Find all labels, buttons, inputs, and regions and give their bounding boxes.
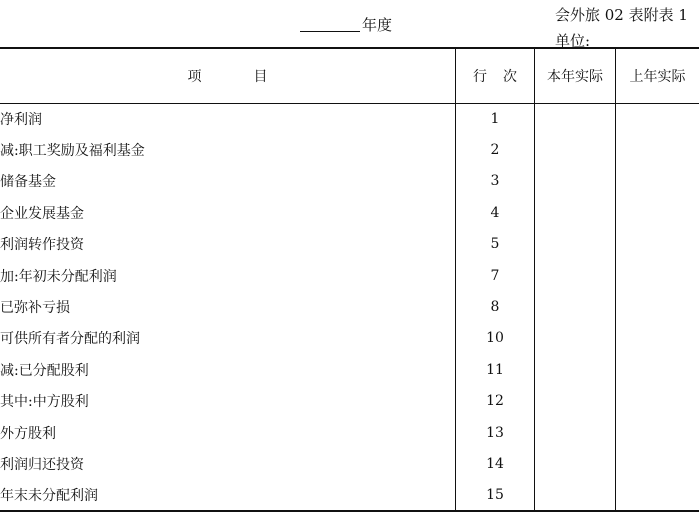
row-number: 14 [456,448,535,479]
table-header-row [0,48,699,103]
previous-year-cell[interactable] [616,354,700,385]
previous-year-cell[interactable] [616,103,700,134]
current-year-cell[interactable] [535,386,616,417]
previous-year-cell[interactable] [616,386,700,417]
previous-year-cell[interactable] [616,448,700,479]
table-row [0,417,699,448]
table-row [0,323,699,354]
row-number: 10 [456,323,535,354]
row-item: 外方股利 [0,425,56,442]
col-header-row-a: 行 [473,68,487,85]
col-header-item-b: 目 [253,68,268,85]
previous-year-cell[interactable] [616,480,700,511]
form-code: 会外旅 02 表附表 1 [555,6,688,24]
table-row [0,166,699,197]
table-row [0,260,699,291]
current-year-cell[interactable] [535,354,616,385]
row-item: 加:年初未分配利润 [0,268,117,285]
current-year-cell[interactable] [535,229,616,260]
previous-year-cell[interactable] [616,291,700,322]
previous-year-cell[interactable] [616,197,700,228]
unit-label: 单位: [555,32,591,50]
row-number: 4 [456,197,535,228]
current-year-cell[interactable] [535,291,616,322]
row-item: 年末未分配利润 [0,480,456,511]
table-row [0,480,699,511]
table-row [0,354,699,385]
col-header-row-no [456,48,535,103]
row-item: 企业发展基金 [0,205,84,222]
previous-year-cell[interactable] [616,417,700,448]
row-item: 利润归还投资 [0,456,84,473]
row-item: 其中:中方股利 [0,394,89,411]
row-item: 储备基金 [0,174,56,191]
table-row [0,291,699,322]
previous-year-cell[interactable] [616,134,700,165]
previous-year-cell[interactable] [616,323,700,354]
row-number: 7 [456,260,535,291]
row-number: 2 [456,134,535,165]
row-item: 可供所有者分配的利润 [0,331,140,348]
table-row [0,448,699,479]
row-number: 12 [456,386,535,417]
previous-year-cell[interactable] [616,229,700,260]
previous-year-cell[interactable] [616,166,700,197]
row-number: 13 [456,417,535,448]
row-number: 11 [456,354,535,385]
row-item: 利润转作投资 [0,237,84,254]
table-row [0,197,699,228]
profit-distribution-table [0,47,699,512]
current-year-cell[interactable] [535,134,616,165]
current-year-cell[interactable] [535,323,616,354]
year-label: 年度 [362,16,393,34]
table-row [0,134,699,165]
current-year-cell[interactable] [535,480,616,511]
current-year-cell[interactable] [535,448,616,479]
year-heading [300,14,392,35]
row-number: 3 [456,166,535,197]
row-item: 净利润 [0,111,42,128]
row-number: 1 [456,103,535,134]
current-year-cell[interactable] [535,166,616,197]
previous-year-cell[interactable] [616,260,700,291]
table-row [0,103,699,134]
year-blank-line [300,31,360,32]
row-item: 已弥补亏损 [0,300,70,317]
col-header-previous-year: 上年实际 [616,48,700,103]
row-number: 8 [456,291,535,322]
row-item: 减:已分配股利 [0,362,89,379]
current-year-cell[interactable] [535,260,616,291]
current-year-cell[interactable] [535,197,616,228]
row-number: 15 [456,480,535,511]
col-header-current-year: 本年实际 [535,48,616,103]
table-row [0,229,699,260]
current-year-cell[interactable] [535,103,616,134]
col-header-row-b: 次 [503,68,517,85]
row-item: 减:职工奖励及福利基金 [0,143,145,160]
current-year-cell[interactable] [535,417,616,448]
col-header-item-a: 项 [187,68,202,85]
row-number: 5 [456,229,535,260]
table-row [0,386,699,417]
col-header-item [0,48,456,103]
